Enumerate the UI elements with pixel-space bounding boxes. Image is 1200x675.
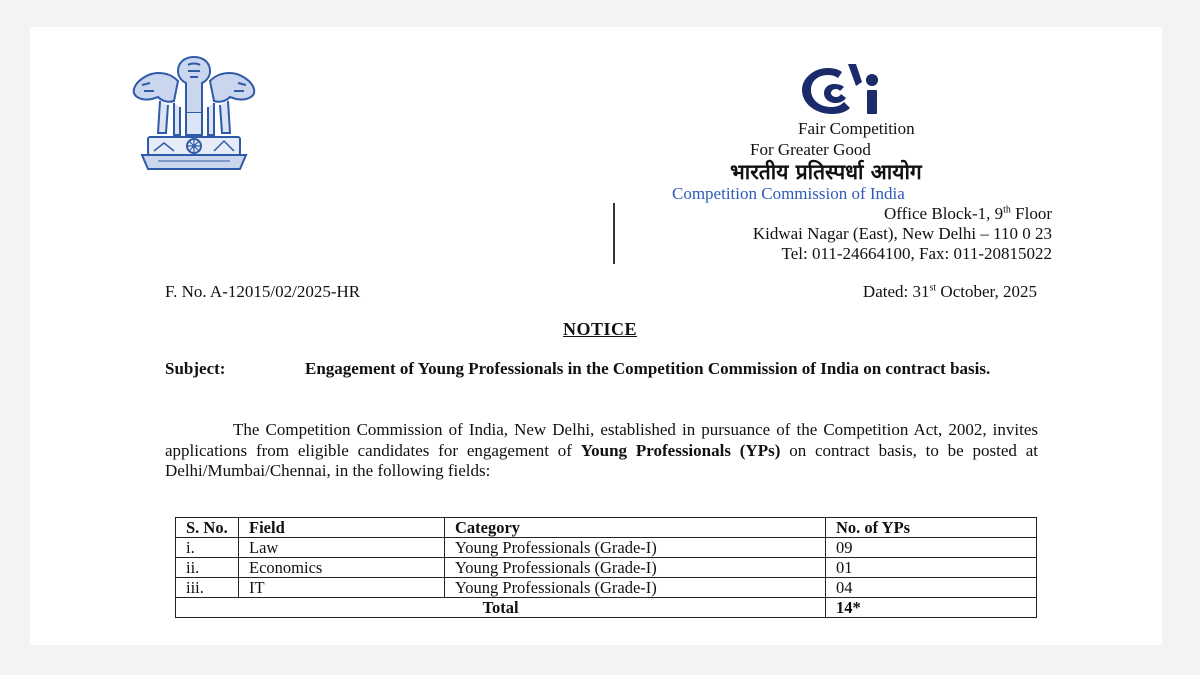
total-label: Total — [176, 598, 826, 618]
cell-category: Young Professionals (Grade-I) — [445, 538, 826, 558]
intro-paragraph: The Competition Commission of India, New Delhi, established in pursuance of the Competition Act, 2002, invites applications from eligible candidates for engagement of Young Professionals (YPs) on contract basis, to be posted at Delhi/Mumbai/Chennai, in the following fields: — [165, 420, 1039, 480]
total-value: 14* — [826, 598, 1037, 618]
table-total-row — [176, 598, 1037, 618]
address-line-1: Office Block-1, 9th Floor — [884, 204, 1052, 223]
header-category: Category — [445, 518, 826, 538]
bold-yp-term: Young Professionals (YPs) — [580, 440, 781, 460]
cci-logo-icon — [798, 60, 890, 118]
header-count: No. of YPs — [826, 518, 1037, 538]
tagline-line-2: For Greater Good — [750, 140, 871, 159]
cell-sno: ii. — [176, 558, 239, 578]
cell-sno: iii. — [176, 578, 239, 598]
org-name: Competition Commission of India — [672, 184, 905, 203]
date-line: Dated: 31st October, 2025 — [862, 282, 1037, 301]
tagline-line-1: Fair Competition — [798, 119, 915, 138]
national-emblem-icon — [128, 51, 260, 177]
header-field: Field — [239, 518, 445, 538]
cell-field: Law — [239, 538, 445, 558]
table-row — [176, 538, 1037, 558]
cell-category: Young Professionals (Grade-I) — [445, 558, 826, 578]
table-header-row — [176, 518, 1037, 538]
cell-count: 04 — [826, 578, 1037, 598]
header-sno: S. No. — [176, 518, 239, 538]
notice-document — [30, 27, 1162, 645]
yp-table — [175, 517, 1037, 618]
hindi-org-name: भारतीय प्रतिस्पर्धा आयोग — [730, 160, 922, 184]
address-line-3: Tel: 011-24664100, Fax: 011-20815022 — [781, 244, 1052, 263]
cell-field: Economics — [239, 558, 445, 578]
address-divider — [613, 203, 615, 264]
address-line-2: Kidwai Nagar (East), New Delhi – 110 0 23 — [752, 224, 1052, 243]
cell-field: IT — [239, 578, 445, 598]
subject-label: Subject: — [165, 359, 226, 378]
file-number: F. No. A-12015/02/2025-HR — [165, 282, 361, 301]
cell-count: 09 — [826, 538, 1037, 558]
table-row — [176, 558, 1037, 578]
table-row — [176, 578, 1037, 598]
cell-sno: i. — [176, 538, 239, 558]
cell-count: 01 — [826, 558, 1037, 578]
subject-text: Engagement of Young Professionals in the Competition Commission of India on contract basis. — [305, 359, 991, 378]
cell-category: Young Professionals (Grade-I) — [445, 578, 826, 598]
notice-heading: NOTICE — [562, 319, 637, 339]
